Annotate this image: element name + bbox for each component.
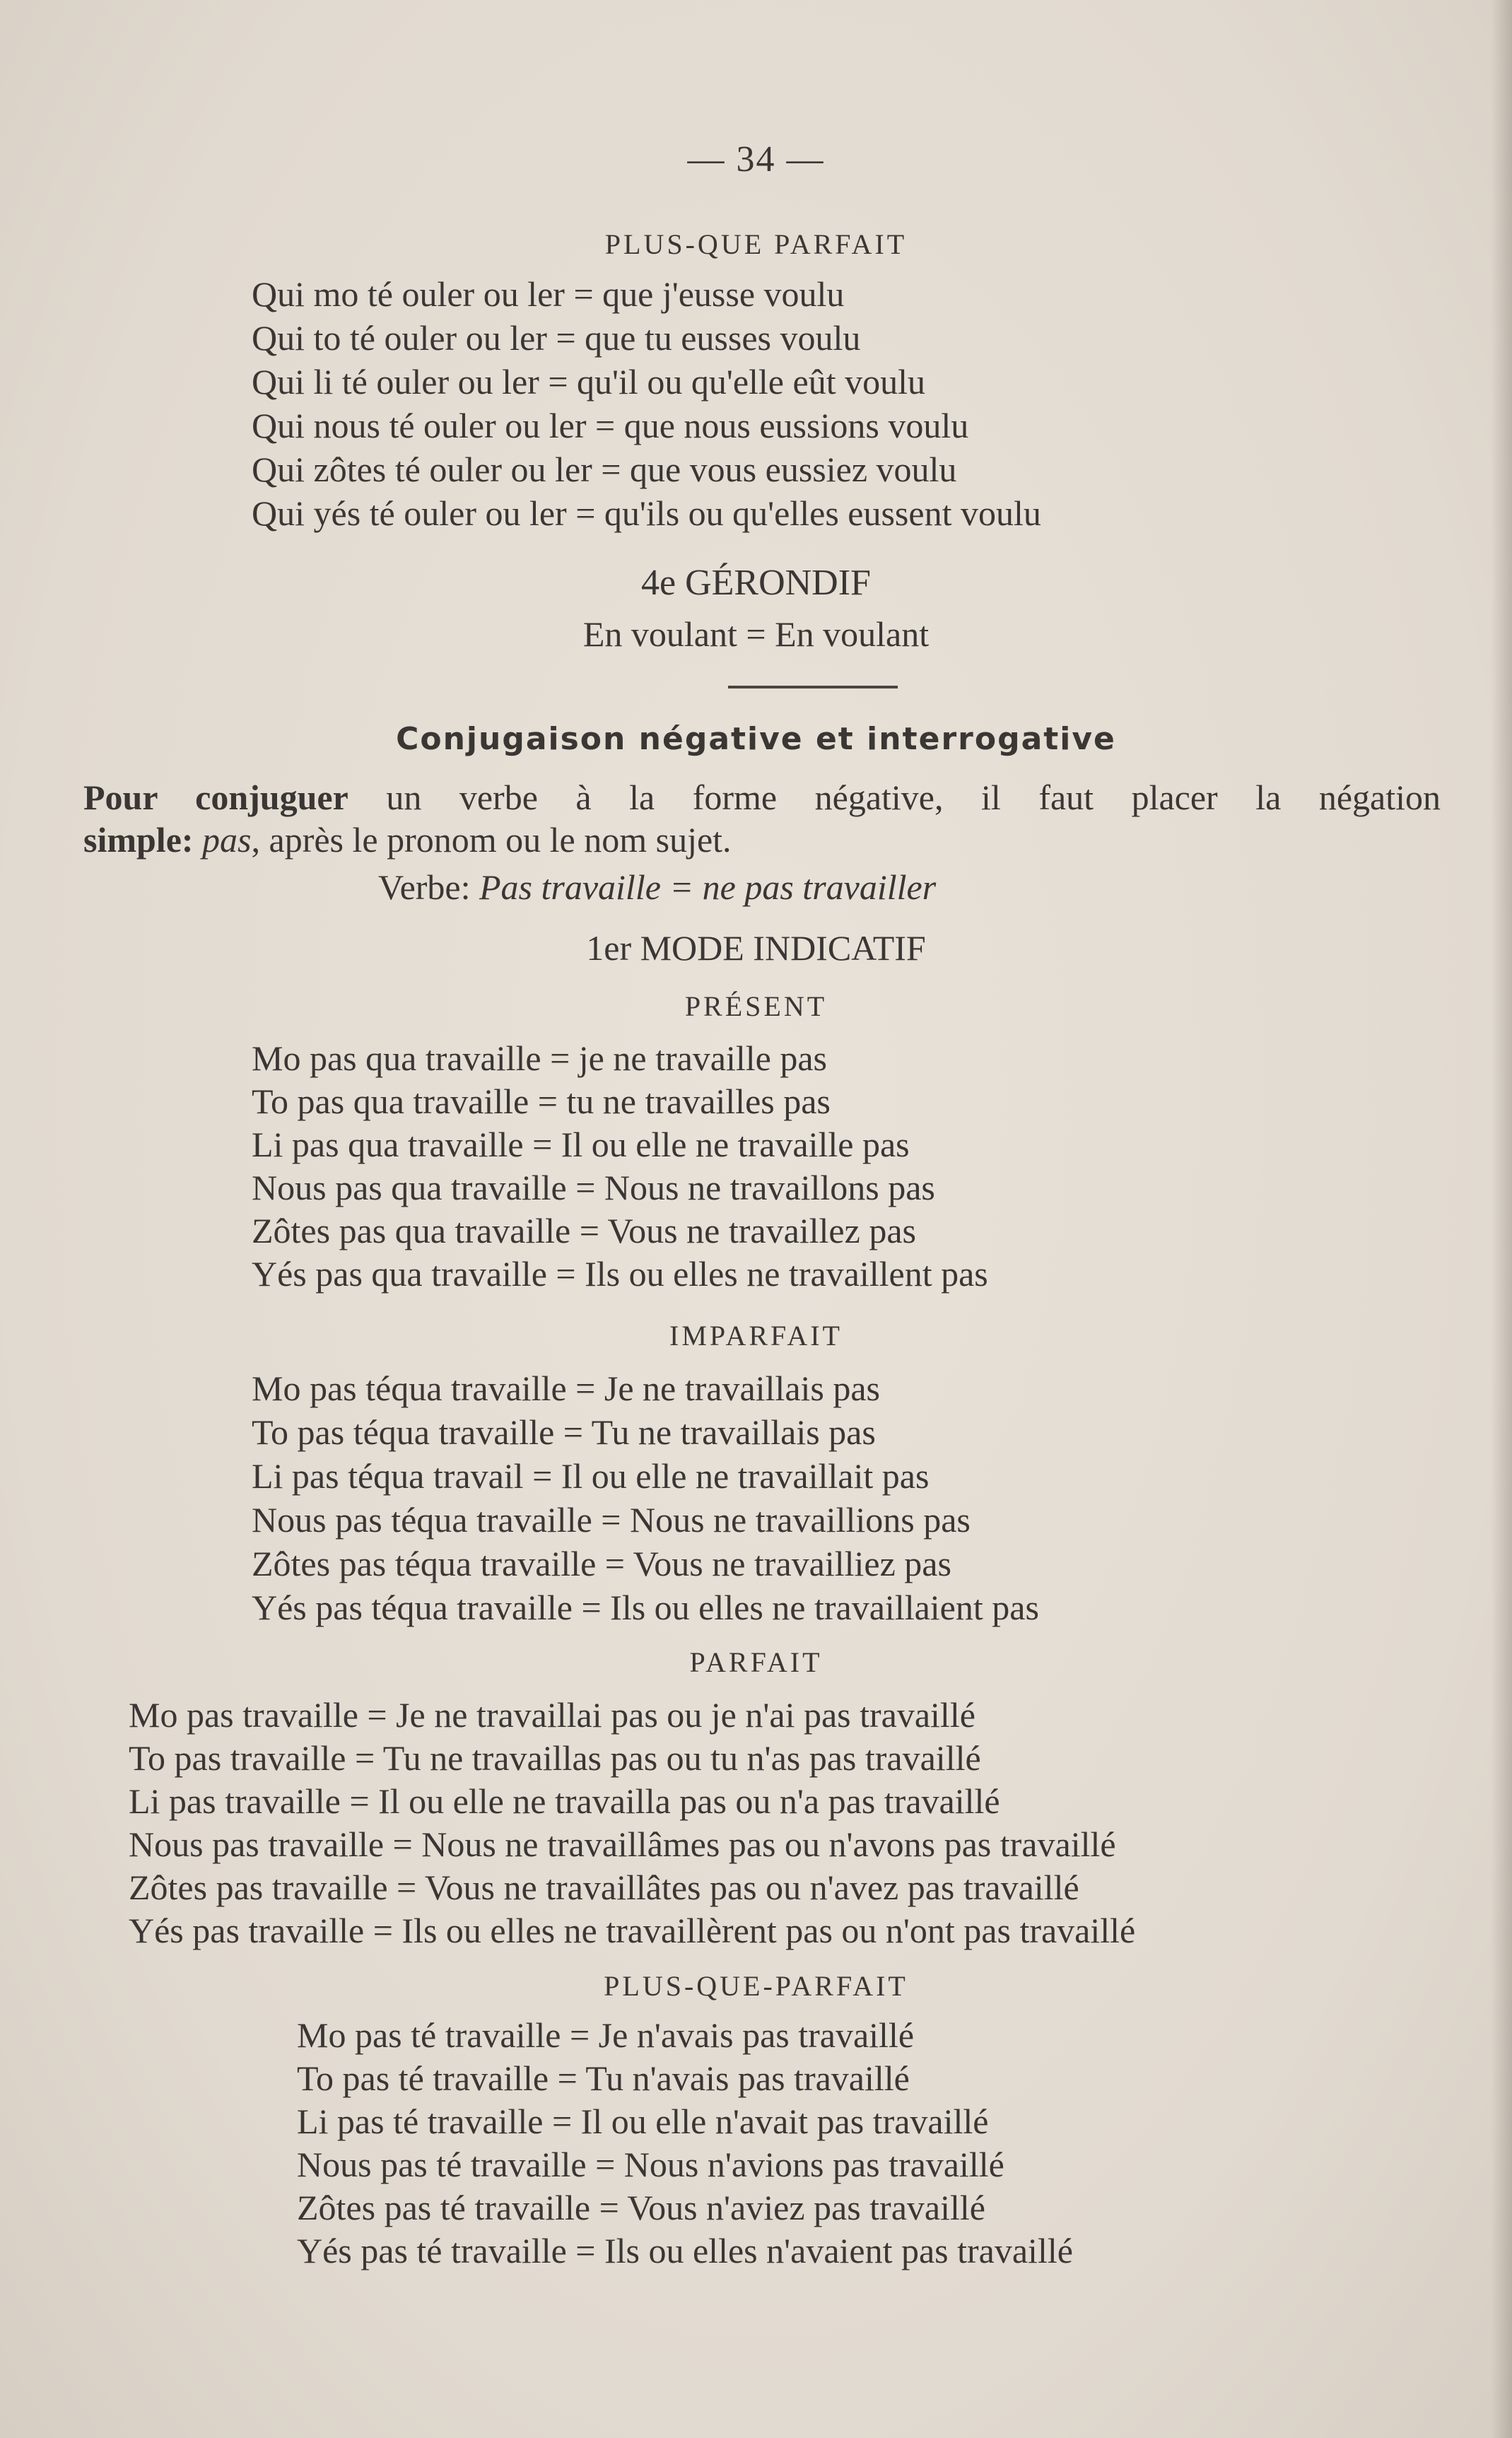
section-heading-gerondif: 4e GÉRONDIF xyxy=(641,563,871,603)
verbe-label: Verbe: xyxy=(378,867,471,907)
conjugation-line: To pas travaille = Tu ne travaillas pas ou tu n'as pas travaillé xyxy=(129,1738,981,1778)
intro-paragraph xyxy=(83,776,1441,861)
conjugation-line: Zôtes pas travaille = Vous ne travaillâtes pas ou n'avez pas travaillé xyxy=(129,1868,1079,1907)
section-heading-plus-que-parfait-neg: PLUS-QUE-PARFAIT xyxy=(604,1970,908,2002)
conjugation-line: Mo pas téqua travaille = Je ne travaillais pas xyxy=(252,1369,881,1408)
plus-que-parfait-block xyxy=(252,272,1041,535)
conjugation-line: To pas té travaille = Tu n'avais pas travaillé xyxy=(297,2058,910,2098)
intro-text-1: un verbe à la forme négative, il faut placer la négation xyxy=(386,778,1441,817)
conjugation-line: Li pas té travaille = Il ou elle n'avait pas travaillé xyxy=(297,2102,989,2141)
conjugation-line: Li pas téqua travail = Il ou elle ne travaillait pas xyxy=(252,1456,930,1496)
conjugation-line: Qui nous té ouler ou ler = que nous eussions voulu xyxy=(252,406,969,445)
conjugation-line: Zôtes pas té travaille = Vous n'aviez pas travaillé xyxy=(297,2188,985,2227)
conjugation-line: Nous pas travaille = Nous ne travaillâmes pas ou n'avons pas travaillé xyxy=(129,1824,1116,1864)
imparfait-block xyxy=(252,1366,1039,1629)
mode-heading: 1er MODE INDICATIF xyxy=(586,928,926,968)
conjugation-line: Yés pas té travaille = Ils ou elles n'avaient pas travaillé xyxy=(297,2231,1073,2270)
intro-lead-2: simple: xyxy=(83,820,194,860)
conjugation-line: To pas qua travaille = tu ne travailles pas xyxy=(252,1082,831,1121)
conjugation-line: Mo pas qua travaille = je ne travaille pas xyxy=(252,1038,828,1078)
conjugation-line: Nous pas téqua travaille = Nous ne travaillions pas xyxy=(252,1500,971,1540)
intro-text-2: , après le pronom ou le nom sujet. xyxy=(251,820,732,860)
conjugation-line: Yés pas qua travaille = Ils ou elles ne travaillent pas xyxy=(252,1254,988,1294)
conjugation-line: Mo pas travaille = Je ne travaillai pas ou je n'ai pas travaillé xyxy=(129,1695,975,1735)
conjugation-line: Qui zôtes té ouler ou ler = que vous eussiez voulu xyxy=(252,450,957,489)
conjugation-line: Qui li té ouler ou ler = qu'il ou qu'elle eût voulu xyxy=(252,362,925,402)
verbe-example: Pas travaille = ne pas travailler xyxy=(479,867,937,907)
intro-line-1 xyxy=(83,776,1441,819)
section-heading-imparfait: IMPARFAIT xyxy=(669,1320,843,1352)
gerondif-line: En voulant = En voulant xyxy=(582,614,930,654)
intro-emphasis: pas xyxy=(202,820,252,860)
conjugation-line: Yés pas travaille = Ils ou elles ne travaillèrent pas ou n'ont pas travaillé xyxy=(129,1911,1136,1950)
conjugation-line: Li pas travaille = Il ou elle ne travailla pas ou n'a pas travaillé xyxy=(129,1781,1000,1821)
verbe-example-line xyxy=(378,867,936,908)
conjugation-line: Nous pas qua travaille = Nous ne travaillons pas xyxy=(252,1168,935,1207)
conjugation-line: Zôtes pas téqua travaille = Vous ne travailliez pas xyxy=(252,1544,951,1583)
section-heading-parfait: PARFAIT xyxy=(689,1646,823,1678)
conjugation-line: Nous pas té travaille = Nous n'avions pas travaillé xyxy=(297,2145,1004,2184)
plus-que-parfait-neg-block xyxy=(297,2013,1073,2272)
section-title-negative: Conjugaison négative et interrogative xyxy=(396,721,1116,757)
parfait-block xyxy=(129,1693,1135,1952)
conjugation-line: Li pas qua travaille = Il ou elle ne travaille pas xyxy=(252,1125,910,1164)
section-divider xyxy=(728,686,898,688)
conjugation-line: Zôtes pas qua travaille = Vous ne travaillez pas xyxy=(252,1211,916,1250)
page-number: — 34 — xyxy=(687,139,825,180)
section-heading-present: PRÉSENT xyxy=(684,990,828,1022)
intro-line-2 xyxy=(83,819,1441,861)
present-block xyxy=(252,1036,988,1295)
conjugation-line: Mo pas té travaille = Je n'avais pas travaillé xyxy=(297,2015,915,2055)
conjugation-line: To pas téqua travaille = Tu ne travaillais pas xyxy=(252,1412,876,1452)
conjugation-line: Yés pas téqua travaille = Ils ou elles ne travaillaient pas xyxy=(252,1588,1039,1627)
intro-lead-1: Pour conjuguer xyxy=(83,778,348,817)
conjugation-line: Qui yés té ouler ou ler = qu'ils ou qu'elles eussent voulu xyxy=(252,493,1041,533)
conjugation-line: Qui to té ouler ou ler = que tu eusses voulu xyxy=(252,318,861,358)
page-edge-shadow xyxy=(1491,0,1512,2438)
conjugation-line: Qui mo té ouler ou ler = que j'eusse voulu xyxy=(252,274,845,314)
section-heading-plus-que-parfait: PLUS-QUE PARFAIT xyxy=(604,228,908,260)
